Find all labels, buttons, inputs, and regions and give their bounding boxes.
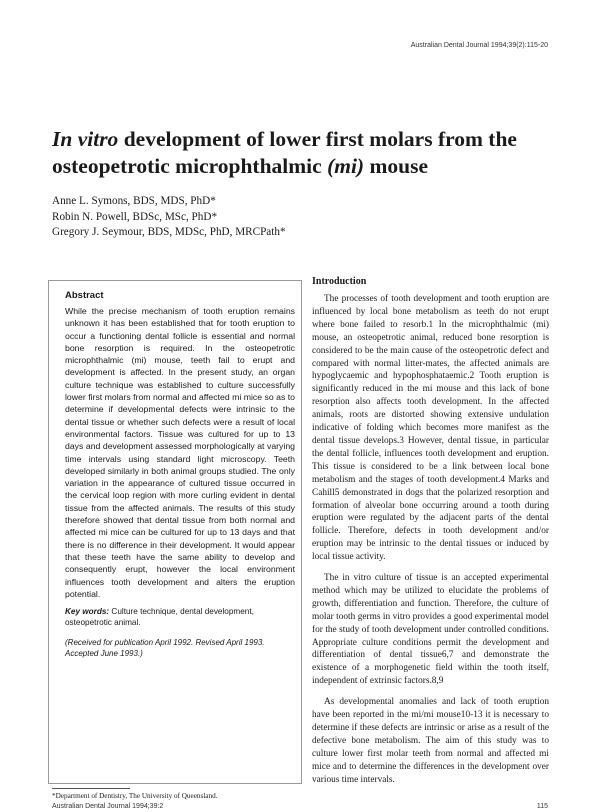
article-title (52, 126, 552, 180)
introduction-body (312, 293, 549, 787)
author: Gregory J. Seymour, BDS, MDSc, PhD, MRCPath* (52, 226, 286, 238)
keywords-label: Key words: (65, 607, 110, 617)
keywords-text: Culture technique, dental development, osteopetrotic animal. (65, 607, 254, 628)
introduction-section (312, 276, 549, 795)
received-dates: (Received for publication April 1992. Revised April 1993. Accepted June 1993.) (65, 638, 265, 659)
paragraph: As developmental anomalies and lack of tooth eruption have been reported in the mi/mi mouse10-13 it is necessary to determine if these defects are intrinsic or arise as a result of the defective bone metabolism. The aim of this study was to culture lower first molar teeth from normal and affected mi mice and to determine the differences in the development over various time intervals. (312, 697, 549, 785)
abstract-heading: Abstract (65, 290, 104, 301)
abstract-text: While the precise mechanism of tooth eruption remains unknown it has been established that for tooth eruption to occur a functioning dental follicle is essential and normal bone resorption is required. In the osteopetrotic microphthalmic (mi) mouse, teeth fail to erupt and development is affected. In the present study, an organ culture technique was established to culture successfully lower first molars from normal and affected mi mice so as to determine if developmental defects were intrinsic to the dental tissue or whether such defects were a result of local environmental factors. Tissue was cultured for up to 13 days and development assessed morphologically at varying time intervals using standard light microscopy. Teeth developed similarly in both animal groups studied. The only variation in the appearance of cultured tissue occurred in the cervical loop region with more curling evident in dental tissue from the affected animals. The results of this study therefore showed that dental tissue from both normal and affected mi mice can be cultured for up to 13 days and that there is no difference in their development. It would appear that these teeth have the same ability to develop and consequently erupt, however the local environment influences tooth development and alters the eruption potential. (65, 306, 295, 599)
affiliation-footnote: *Department of Dentistry, The University of Queensland. (52, 792, 218, 800)
paragraph: The processes of tooth development and tooth eruption are influenced by local bone metabolism as teeth do not erupt where bone failed to resorb.1 In the microphthalmic (mi) mouse, an osteopetrotic animal, reduced bone resorption is considered to be the main cause of the osteopetrotic defect and compared with normal litter-mates, the affected animals are hypoglycaemic and hypophosphataemic.2 Tooth eruption is significantly reduced in the mi mouse and this lack of bone resorption also affects tooth development. In the affected animals, roots are distorted showing extensive undulation indicative of folding which becomes more manifest as the dental tissue develops.3 However, dental tissue, in particular the dental follicle, influences tooth development and eruption. This tissue is considered to be a link between local bone metabolism and the stages of tooth development.4 Marks and Cahill5 demonstrated in dogs that the polarized resorption and formation of alveolar bone occurring around a tooth during eruption were regulated by the adjacent parts of the dental follicle. Therefore, defects in tooth development and/or eruption may be intrinsic to the dental tissues or induced by local tissue activity. (312, 294, 549, 563)
keywords (65, 606, 295, 628)
author: Anne L. Symons, BDS, MDS, PhD* (52, 195, 216, 207)
abstract (65, 290, 295, 659)
footer-journal: Australian Dental Journal 1994;39:2 (52, 803, 164, 810)
title-suffix: mouse (364, 154, 429, 178)
title-italic-prefix: In vitro (52, 127, 119, 151)
footnote-rule (52, 788, 130, 789)
page-number: 115 (536, 803, 548, 810)
introduction-heading: Introduction (312, 276, 367, 287)
title-italic-abbrev: (mi) (327, 154, 365, 178)
paragraph: The in vitro culture of tissue is an accepted experimental method which may be utilized to elucidate the problems of growth, differentiation and function. Therefore, the culture of molar tooth germs in vitro provides a good experimental model for the study of tooth development under controlled conditions. Appropriate culture conditions permit the development and differentiation of dental tissue6,7 and demonstrate the existence of a morphogenetic field within the tooth itself, independent of extrinsic factors.8,9 (312, 573, 549, 687)
title-main: development of lower first molars from the osteopetrotic microphthalmic (52, 127, 517, 178)
journal-header: Australian Dental Journal 1994;39(2):115-20 (410, 42, 548, 49)
author-list (52, 194, 352, 241)
author: Robin N. Powell, BDSc, MSc, PhD* (52, 210, 218, 223)
